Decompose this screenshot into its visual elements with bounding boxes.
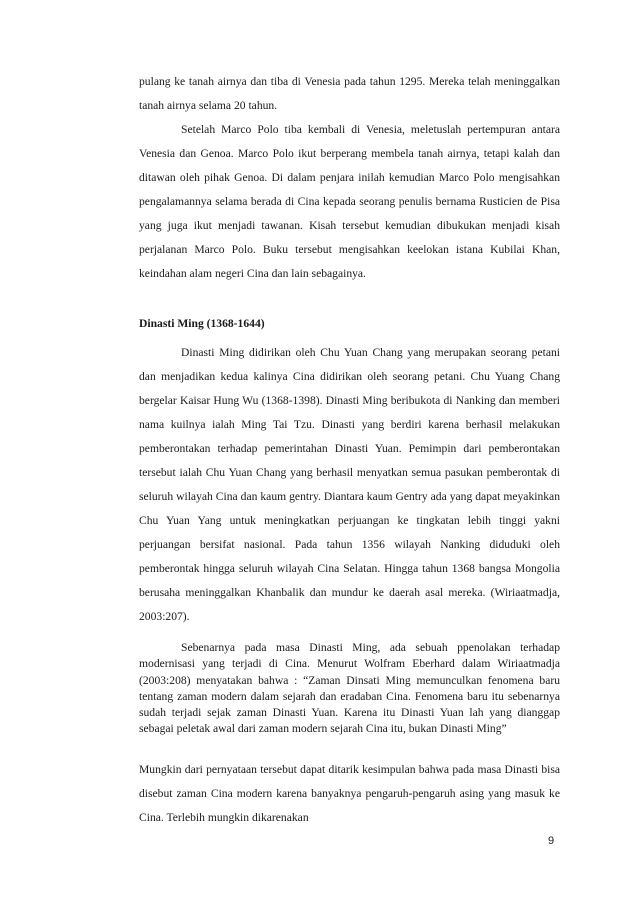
ming-section [139, 341, 560, 629]
block-quote-eberhard: Sebenarnya pada masa Dinasti Ming, ada sebuah ppenolakan terhadap modernisasi yang terjadi di Cina. Menurut Wolfram Eberhard dalam Wiriaatmadja (2003:208) menyatakan bahwa : “Zaman Dinsati Ming memunculkan fenomena baru tentang zaman modern dalam sejarah dan eradaban Cina. Fenomena baru itu sebenarnya sudah terjadi sejak zaman Dinasti Yuan. Karena itu Dinasti Yuan lah yang dianggap sebagai peletak awal dari zaman modern sejarah Cina itu, bukan Dinasti Ming” [139, 641, 560, 736]
page-number: 9 [548, 835, 555, 847]
section-heading-dinasti-ming: Dinasti Ming (1368-1644) [139, 317, 265, 330]
paragraph-marco-polo-genoa: Setelah Marco Polo tiba kembali di Venesia, meletuslah pertempuran antara Venesia dan Genoa. Marco Polo ikut berperang membela tanah airnya, tetapi kalah dan ditawan oleh pihak Genoa. Di dalam penjara inilah kemudian Marco Polo mengisahkan pengalamannya selama berada di Cina kepada seorang penulis bernama Rusticien de Pisa yang juga ikut menjadi tawanan. Kisah tersebut kemudian dibukukan menjadi kisah perjalanan Marco Polo. Buku tersebut mengisahkan keelokan istana Kubilai Khan, keindahan alam negeri Cina dan lain sebagainya. [139, 123, 560, 280]
paragraph-conclusion: Mungkin dari pernyataan tersebut dapat ditarik kesimpulan bahwa pada masa Dinasti bisa disebut zaman Cina modern karena banyaknya pengaruh-pengaruh asing yang masuk ke Cina. Terlebih mungkin dikarenakan [139, 763, 560, 824]
intro-section [139, 70, 560, 286]
paragraph-return-venice: pulang ke tanah airnya dan tiba di Venesia pada tahun 1295. Mereka telah meninggalkan tanah airnya selama 20 tahun. [139, 75, 560, 112]
conclusion-section [139, 758, 560, 830]
paragraph-dinasti-ming: Dinasti Ming didirikan oleh Chu Yuan Chang yang merupakan seorang petani dan menjadikan kedua kalinya Cina didirikan oleh seorang petani. Chu Yuang Chang bergelar Kaisar Hung Wu (1368-1398). Dinasti Ming beribukota di Nanking dan memberi nama kuilnya ialah Ming Tai Tzu. Dinasti yang berdiri karena berhasil melakukan pemberontakan terhadap pemerintahan Dinasti Yuan. Pemimpin dari pemberontakan tersebut ialah Chu Yuan Chang yang berhasil menyatkan semua pasukan pemberontak di seluruh wilayah Cina dan kaum gentry. Diantara kaum Gentry ada yang dapat meyakinkan Chu Yuan Yang untuk meningkatkan perjuangan ke tingkatan lebih tinggi yakni perjuangan bersifat nasional. Pada tahun 1356 wilayah Nanking diduduki oleh pemberontak hingga seluruh wilayah Cina Selatan. Hingga tahun 1368 bangsa Mongolia berusaha meninggalkan Khanbalik dan mundur ke daerah asal mereka. (Wiriaatmadja, 2003:207). [139, 346, 560, 623]
